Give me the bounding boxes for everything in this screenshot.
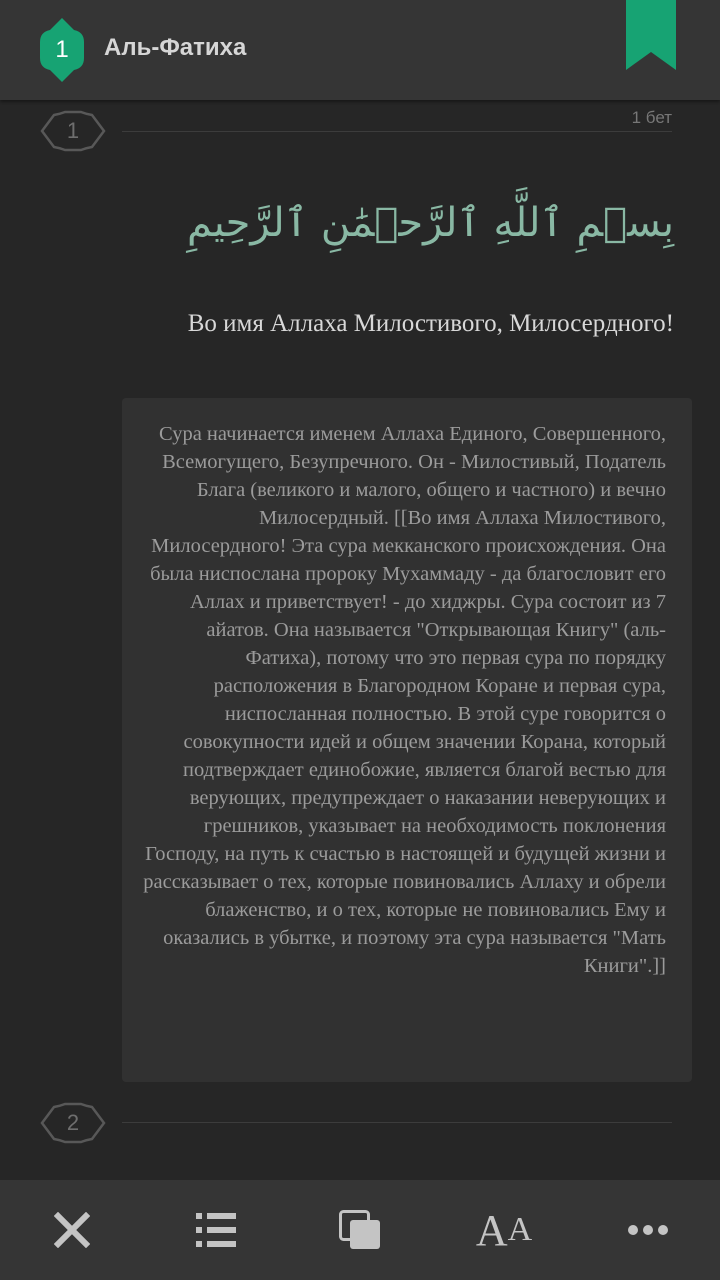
ayah-divider <box>122 131 672 132</box>
ayah-divider <box>122 1122 672 1123</box>
copy-icon <box>339 1210 381 1250</box>
ayah-number: 1 <box>66 118 80 143</box>
more-button[interactable] <box>598 1180 698 1280</box>
surah-number-badge <box>40 18 84 82</box>
list-icon <box>196 1213 236 1247</box>
reading-area[interactable] <box>0 100 720 1180</box>
ayah-number: 2 <box>66 1110 80 1135</box>
bookmark-icon[interactable] <box>626 0 676 70</box>
verse-commentary: Сура начинается именем Аллаха Единого, Совершенного, Всемогущего, Безупречного. Он - Милостивый, Податель Блага (великого и малого, общего и частного) и вечно Милосердный. [[Во имя Аллаха Милостивого, Милосердного! Эта сура мекканского происхождения. Она была ниспослана пророку Мухаммаду - да благословит его Аллах и приветствует! - до хиджры. Сура состоит из 7 айатов. Она называется "Открывающая Книгу" (аль-Фатиха), потому что это первая сура по порядку расположения в Благородном Коране и первая сура, ниспосланная полностью. В этой суре говорится о совокупности идей и общем значении Корана, который подтверждает единобожие, является благой вестью для верующих, предупреждает о наказании неверующих и грешников, указывает на необходимость поклонения Господу, на путь к счастью в настоящей и будущей жизни и рассказывает о тех, которые повиновались Аллаху и обрели блаженство, и о тех, которые не повиновались Ему и оказались в убытке, и поэтому эта сура называется "Мать Книги".]] <box>122 398 692 1082</box>
arabic-verse: بِسۡمِ ٱللَّهِ ٱلرَّحۡمَٰنِ ٱلرَّحِيمِ <box>186 200 674 246</box>
copy-button[interactable] <box>310 1180 410 1280</box>
ayah-number-marker[interactable] <box>40 1102 106 1144</box>
contents-list-button[interactable] <box>166 1180 266 1280</box>
close-button[interactable] <box>22 1180 122 1280</box>
verse-translation: Во имя Аллаха Милостивого, Милосердного! <box>187 310 674 337</box>
more-icon <box>628 1225 668 1235</box>
surah-title: Аль-Фатиха <box>104 34 247 61</box>
font-size-small-label: A <box>507 1211 533 1248</box>
ayah-number-marker[interactable] <box>40 110 106 152</box>
top-app-bar <box>0 0 720 100</box>
bottom-toolbar <box>0 1180 720 1280</box>
surah-number: 1 <box>55 36 69 63</box>
font-size-button[interactable] <box>454 1180 554 1280</box>
verse-count: 1 бет <box>631 108 672 127</box>
font-size-large-label: A <box>475 1205 508 1255</box>
close-icon <box>54 1212 90 1248</box>
